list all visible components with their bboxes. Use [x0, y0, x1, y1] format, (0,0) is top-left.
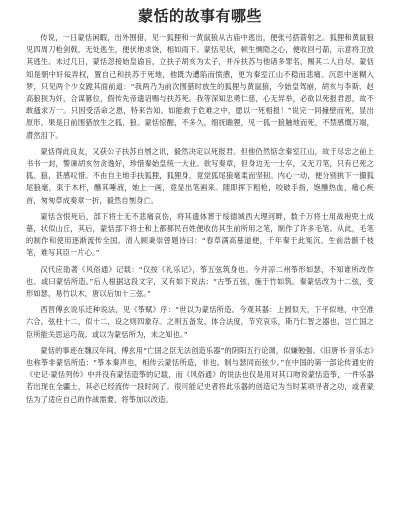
page-title: 蒙恬的故事有哪些 [137, 7, 262, 25]
paragraph-5: 西晋傅玄说乐迁种说法，见《筝赋》序：“世以为蒙恬所造。今观其器：上圆似天，下平似地，中空准六合，弦柱十二，似十二，设之则四象存。之则五备发，体合法度，节究哀乐，斯乃仁智之器也，岂亡国之臣所能关思运巧哉。或以为蒙恬所为，未之知也。” [26, 305, 374, 339]
paragraph-2: 蒙恬得此良友，又获公子扶苏自刎之讯，毅然决定以死报君。但他仍然惦念秦室江山，故于尽忠之前上书书一封，警谏胡亥勿贪逸好，珍惜秦始皇统一大业。欲写奏章，但身边无一士卒，又无刀笔，只有已死之狐、狼，甚感叹惜。不由自主地手扶狐狸，狐狸身，竟觉狐尾狼毫柔而坚韧。内心一动，便分别挑下一撮狐尾狼毫，束于木杆，醮其唾液，她上一画，竟显出笔画来。随即挥下粗枪，咬破手指，饱醮热血，痛心疾首，匆匆草成奏章一折，毅然自刎身亡。 [26, 146, 374, 205]
paragraph-6: 蒙恬的事迹在魏汉年间，傅玄用“亡国之臣无法创造乐器”的阴阳五行论调，似嫌勉强。《旧唐书·音乐志》也称筝非蒙恬所造：“筝本秦声也，相传云蒙恬所造，非也。制与瑟同而弦少。”在中国的第一部论传通史的《史记·蒙恬列传》中并没有蒙恬造筝的记载，而《风俗通》的说法也仅是用对其口吻说蒙恬造筝，一件乐器若出现在全疆土，其必已经流传一段时间了。很可能记史者将此乐器的创造记为当时某项寻者之功，或者蒙恬为了适应自己的作战需要，将筝加以改造。 [26, 345, 374, 404]
paragraph-1: 传说，一日蒙恬闲暇，出外围猎，见一狐狸和一黄鼠狼从古庙中逃出，便张弓搭箭射之。狐狸和黄鼠狼见四周刀枪剑戟，无处逃生，便伏地求饶，相如雨下。蒙恬见状，顿生恻隐之心，便收回弓箭，示意将卫放其逃生。未过几日，蒙恬忽接始皇谕旨，立扶子胡亥为太子，并斥扶苏与他诸多罪名，赐其二人自尽。蒙恬知是朝中奸佞弄权，置自己和扶苏于死地，他既为遭陷而愤懑，更为秦室江山不稳而悲痛。沉思中迷糊入梦，只见两个少女跪其面前道：“我两乃为前次围猎时放生的狐狸与黄鼠狼，今始皇驾崩，胡亥与李斯、赵高狼狈为奸，合谋篡位，假传先帝遗诏赐与扶苏死。我等深知忠勇仁慈，心无异举，必欲以死报君恩，故不敢搔求万一。只因受活命之恩，特来告知。如能救于危难之中，愿以一死相报！”说完一同撞壁而死，显出原形，果是日前围猎放生之狐、狼。蒙恬惊醒，不多久，细抚瞻狸，见一狐一狼触地而死，不禁感慨万端，潸然泪下。 [26, 33, 374, 140]
paragraph-3: 蒙恬含恨死后，部下将士无不悲痛哀伤，将其遗体葬于绥德城西大理河畔，数千万将士用战袍兜土成墓，状似山丘，其后，蒙恬部下将士和上都都民百姓便收仿其生前所用之笔，制作了许多毛笔。从此，毛笔的制作和使用逐渐流传全国。清人顾秉崇曾题诗曰：“春草满高墓道便，千年秦于此冤沉。生前浩骸千枝笔，难写其臣一片心。” [26, 211, 374, 258]
paragraph-4: 汉代应劭著《风俗通》记载：“仅按《礼乐记》，筝五弦筑身也。今并凉二州筝形如瑟，不知谁所改作也。或曰蒙恬所造。”后人根据这段文字，又有如下说法：“古筝五弦，施于竹如筑。秦蒙恬改为十二弦，变形如瑟，易竹以木，唐以后加十三弦。” [26, 264, 374, 299]
